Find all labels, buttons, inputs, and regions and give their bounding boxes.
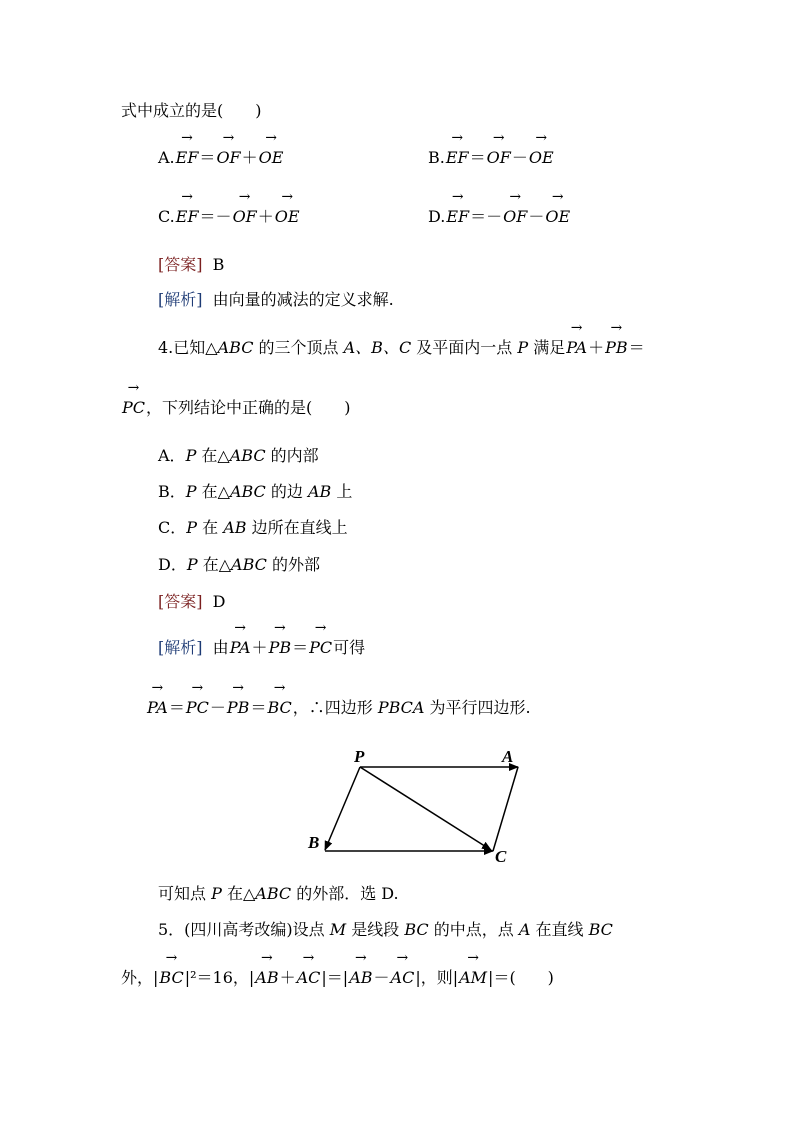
q4-analysis-line2: → PA＝→ PC－→ PB＝→ BC，∴四边形 PBCA 为平行四边形. [146, 696, 531, 720]
point-p-label: P [354, 747, 365, 766]
q3-option-a: A.→ EF＝→ OF＋→ OE [158, 146, 284, 170]
q4-stem-line2: → PC，下列结论中正确的是( ) [121, 396, 351, 420]
point-c-label: C [495, 847, 507, 866]
q5-stem-line1: 5．(四川高考改编)设点 M 是线段 BC 的中点，点 A 在直线 BC [158, 920, 613, 939]
q3-answer: [答案] B [158, 255, 225, 274]
q3-stem: 式中成立的是( ) [121, 101, 262, 120]
q3-option-c: C.→ EF＝－→ OF＋→ OE [158, 205, 301, 229]
point-a-label: A [502, 747, 514, 766]
q3-option-b: B.→ EF＝→ OF－→ OE [428, 146, 555, 170]
point-b-label: B [308, 833, 320, 852]
q3-analysis: [解析] 由向量的减法的定义求解. [158, 290, 394, 309]
answer-tag: [答案] [158, 255, 203, 274]
q4-answer: [答案] D [158, 592, 226, 611]
vector-pb [325, 767, 360, 850]
q4-option-d: D．P 在△ABC 的外部 [158, 555, 320, 574]
q4-option-c: C．P 在 AB 边所在直线上 [158, 518, 348, 537]
vector-pc [360, 767, 491, 850]
q5-stem-line2: 外，|→ BC|²＝16，|→ AB＋→ AC|＝|→ AB－→ AC|，则|→ AM|＝( ) [121, 966, 554, 990]
q3-option-d: D.→ EF＝－→ OF－→ OE [428, 205, 571, 229]
q4-option-b: B．P 在△ABC 的边 AB 上 [158, 482, 353, 501]
q4-option-a: A．P 在△ABC 的内部 [158, 446, 319, 465]
analysis-tag: [解析] [158, 290, 203, 309]
parallelogram-figure [300, 740, 540, 870]
q4-analysis-line1: [解析] 由→ PA＋→ PB＝→ PC可得 [158, 636, 365, 660]
analysis-tag: [解析] [158, 638, 203, 657]
answer-tag: [答案] [158, 592, 203, 611]
q4-stem-line1: 4.已知△ABC 的三个顶点 A、B、C 及平面内一点 P 满足→ PA＋→ PB＝ [158, 336, 645, 360]
segment-ac [493, 767, 518, 851]
q4-conclusion: 可知点 P 在△ABC 的外部．选 D. [158, 884, 399, 903]
